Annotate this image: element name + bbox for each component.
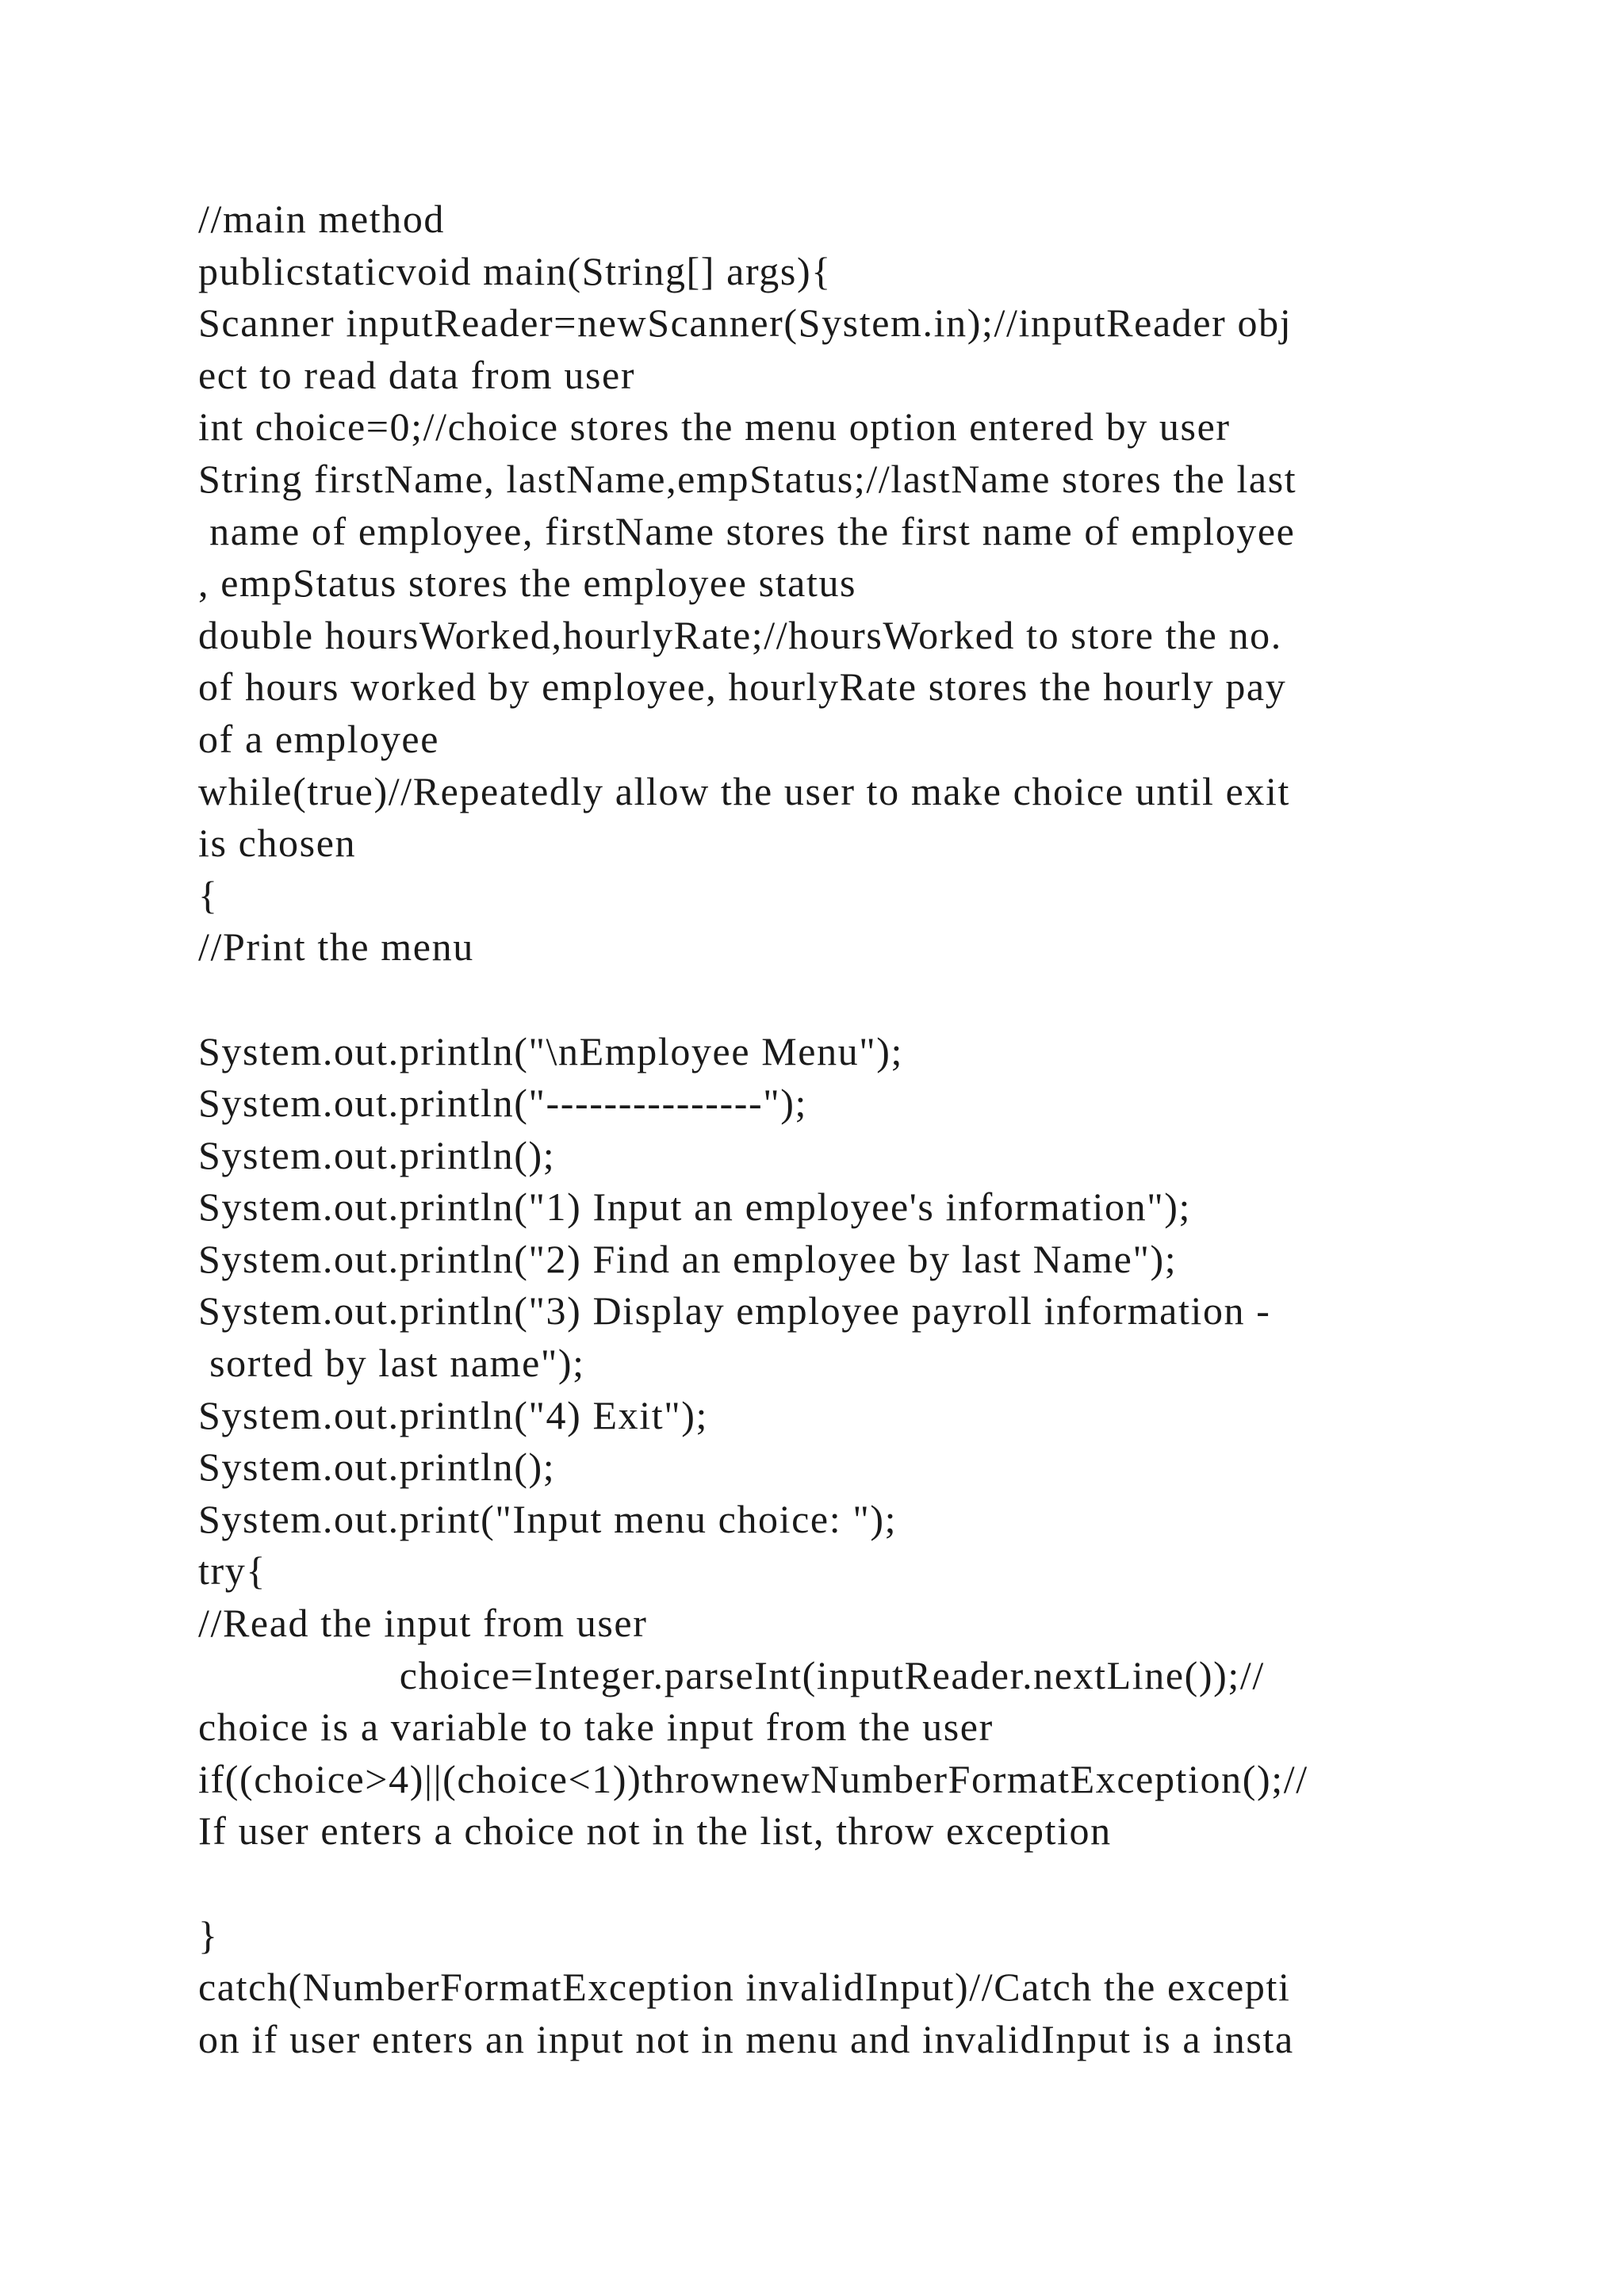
text-line: is chosen bbox=[198, 821, 357, 866]
text-line: System.out.println(); bbox=[198, 1445, 556, 1490]
text-line: //main method bbox=[198, 197, 446, 241]
text-line: name of employee, firstName stores the first name of employee bbox=[198, 508, 1296, 553]
text-line: of hours worked by employee, hourlyRate stores the hourly pay bbox=[198, 664, 1287, 710]
text-line: System.out.println("\nEmployee Menu"); bbox=[198, 1028, 904, 1073]
text-line: System.out.println(); bbox=[198, 1132, 556, 1177]
text-line: publicstaticvoid main(String[] args){ bbox=[198, 248, 832, 293]
text-line: of a employee bbox=[198, 716, 440, 761]
text-line: //Print the menu bbox=[198, 924, 474, 970]
text-line bbox=[198, 974, 1435, 1026]
text-line: System.out.println("4) Exit"); bbox=[198, 1392, 708, 1437]
text-line: , empStatus stores the employee status bbox=[198, 561, 857, 606]
text-line: System.out.print("Input menu choice: "); bbox=[198, 1496, 898, 1541]
text-line: catch(NumberFormatException invalidInput)//Catch the excepti bbox=[198, 1965, 1291, 2010]
text-line: { bbox=[198, 872, 219, 917]
text-line: choice is a variable to take input from the user bbox=[198, 1705, 994, 1750]
text-line: Scanner inputReader=newScanner(System.in);//inputReader obj bbox=[198, 300, 1293, 346]
text-line: //Read the input from user bbox=[198, 1601, 648, 1646]
text-line bbox=[198, 1858, 1435, 1910]
text-line: int choice=0;//choice stores the menu option entered by user bbox=[198, 404, 1231, 450]
text-line: on if user enters an input not in menu and invalidInput is a insta bbox=[198, 2016, 1294, 2061]
text-line: while(true)//Repeatedly allow the user to make choice until exit bbox=[198, 768, 1290, 813]
text-line: if((choice>4)||(choice<1))thrownewNumberFormatException();// bbox=[198, 1756, 1308, 1801]
text-line: System.out.println("3) Display employee payroll information - bbox=[198, 1288, 1271, 1334]
text-line: try{ bbox=[198, 1548, 266, 1594]
text-line: choice=Integer.parseInt(inputReader.nextLine());// bbox=[198, 1652, 1265, 1697]
text-line: If user enters a choice not in the list, throw exception bbox=[198, 1808, 1112, 1854]
text-line: System.out.println("2) Find an employee by last Name"); bbox=[198, 1236, 1178, 1281]
text-line: } bbox=[198, 1912, 219, 1957]
text-line: System.out.println("1) Input an employee's information"); bbox=[198, 1184, 1191, 1230]
document-text bbox=[198, 193, 1435, 2065]
text-line: double hoursWorked,hourlyRate;//hoursWorked to store the no. bbox=[198, 612, 1282, 657]
text-line: System.out.println("---------------"); bbox=[198, 1081, 808, 1126]
text-line: sorted by last name"); bbox=[198, 1341, 585, 1386]
text-line: ect to read data from user bbox=[198, 352, 636, 397]
text-line: String firstName, lastName,empStatus;//lastName stores the last bbox=[198, 456, 1297, 501]
